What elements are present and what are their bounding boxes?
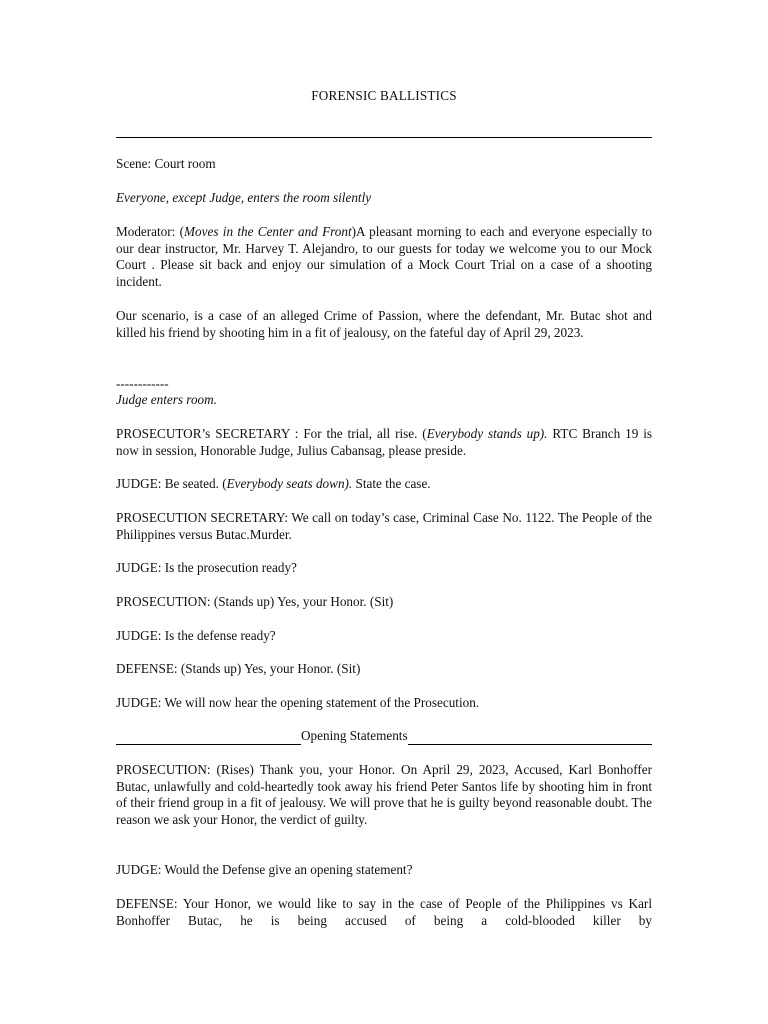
defense-ready-line: DEFENSE: (Stands up) Yes, your Honor. (Sit) [116, 661, 361, 676]
judge-opening-line: JUDGE: We will now hear the opening statement of the Prosecution. [116, 695, 480, 710]
scene-line: Scene: Court room [116, 156, 216, 171]
prosecution-ready-line: PROSECUTION: (Stands up) Yes, your Honor. (Sit) [116, 594, 394, 609]
moderator-action: Moves in the Center and Front [184, 224, 352, 239]
section-heading: Opening Statements [301, 728, 408, 743]
scene-divider-dashes: ------------ [116, 376, 169, 391]
section-rule-right [408, 732, 652, 745]
judge-prosecution-ready-line: JUDGE: Is the prosecution ready? [116, 560, 297, 575]
judge-enters-note: Judge enters room. [116, 392, 217, 407]
defense-opening-paragraph: DEFENSE: Your Honor, we would like to say in the case of People of the Philippines vs Karl Bonhoffer Butac, he is being accused of being a cold-blooded killer by [116, 896, 652, 928]
secretary-rise-post: RTC Branch 19 is now in session, Honorable Judge, Julius Cabansag, please preside. [116, 426, 653, 458]
secretary-rise-paragraph [116, 426, 652, 459]
prosecution-opening-paragraph: PROSECUTION: (Rises) Thank you, your Honor. On April 29, 2023, Accused, Karl Bonhoffer Butac, unlawfully and cold-heartedly took away his friend Peter Santos life by shooting him in front of their friend group in a fit of jealousy. We will prove that he is guilty beyond reasonable doubt. The reason we ask your Honor, the verdict of guilty. [116, 762, 652, 827]
secretary-rise-pre: PROSECUTOR’s SECRETARY : For the trial, all rise. ( [116, 426, 427, 441]
scenario-paragraph: Our scenario, is a case of an alleged Crime of Passion, where the defendant, Mr. Butac shot and killed his friend by shooting him in a fit of jealousy, on the fateful day of April 29, 2023. [116, 308, 652, 340]
judge-seated-line [116, 476, 652, 493]
moderator-speaker: Moderator: ( [116, 224, 185, 239]
moderator-text: )A pleasant morning to each and everyone especially to our dear instructor, Mr. Harvey T. Alejandro, to our guests for today we welcome you to our Mock Court . Please sit back and enjoy our simulation of a Mock Court Trial on a case of a shooting incident. [116, 224, 653, 289]
judge-defense-opening-line: JUDGE: Would the Defense give an opening statement? [116, 862, 413, 877]
judge-defense-ready-line: JUDGE: Is the defense ready? [116, 628, 276, 643]
section-separator [116, 728, 652, 745]
judge-seated-post: State the case. [352, 476, 431, 491]
document-title: FORENSIC BALLISTICS [311, 88, 457, 103]
entry-note: Everyone, except Judge, enters the room silently [116, 190, 372, 205]
secretary-rise-action: Everybody stands up). [426, 426, 548, 441]
entry-stage-direction [116, 190, 652, 207]
section-rule-left [116, 732, 301, 745]
title-rule [116, 137, 652, 138]
secretary-case-paragraph: PROSECUTION SECRETARY: We call on today’s case, Criminal Case No. 1122. The People of the Philippines versus Butac.Murder. [116, 510, 652, 542]
judge-enters-direction [116, 392, 652, 409]
moderator-paragraph [116, 224, 652, 290]
judge-seated-action: Everybody seats down). [226, 476, 353, 491]
judge-seated-pre: JUDGE: Be seated. ( [116, 476, 227, 491]
